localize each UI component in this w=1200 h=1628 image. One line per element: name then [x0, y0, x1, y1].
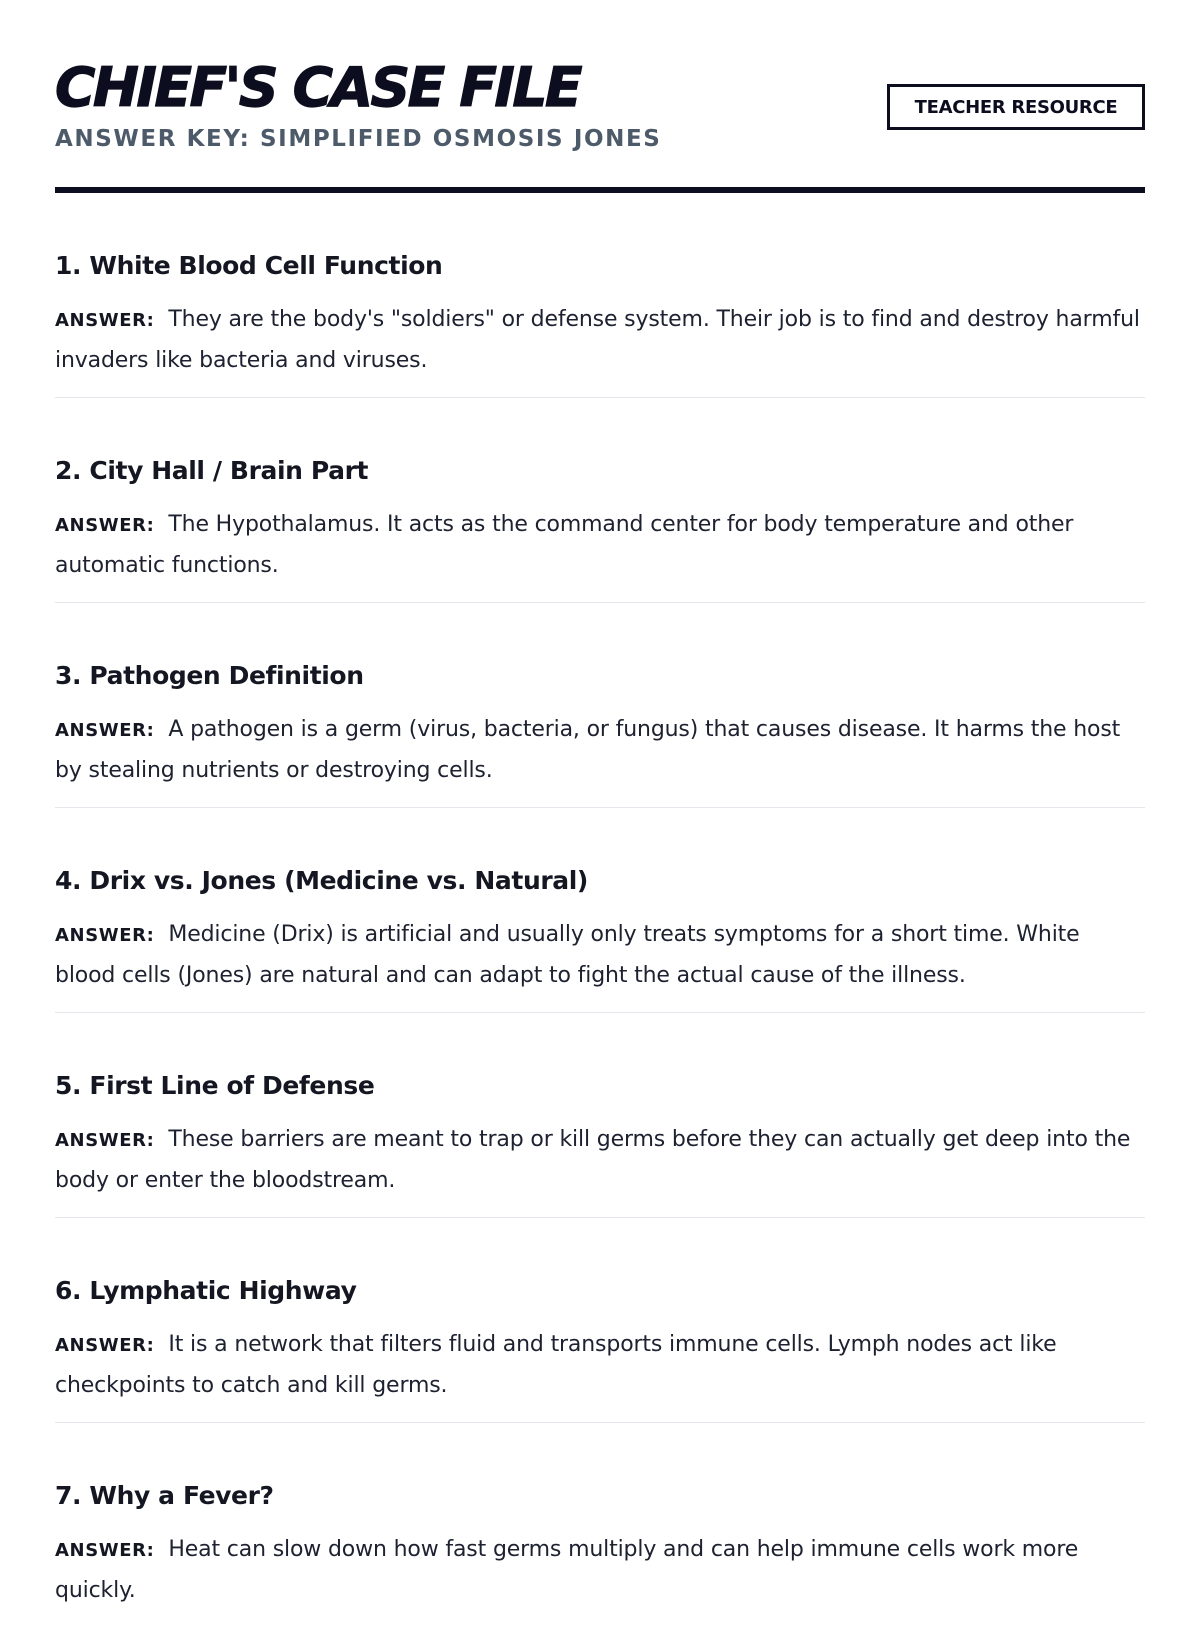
answer-label: ANSWER: [55, 515, 155, 536]
answer-label: ANSWER: [55, 1540, 155, 1561]
answer-label: ANSWER: [55, 310, 155, 331]
answer-label: ANSWER: [55, 1130, 155, 1151]
document-header [55, 0, 1145, 193]
answer-text [55, 710, 1145, 791]
document-subtitle: ANSWER KEY: SIMPLIFIED OSMOSIS JONES [55, 126, 662, 152]
question-item-2 [55, 398, 1145, 603]
answer-body: A pathogen is a germ (virus, bacteria, or fungus) that causes disease. It harms the host by stealing nutrients or destroying cells. [55, 717, 1121, 783]
answer-label: ANSWER: [55, 1335, 155, 1356]
question-item-7 [55, 1423, 1145, 1628]
question-title: 3. Pathogen Definition [55, 661, 364, 690]
answer-body: Heat can slow down how fast germs multiply and can help immune cells work more quickly. [55, 1537, 1079, 1603]
answer-body: They are the body's "soldiers" or defense system. Their job is to find and destroy harmful invaders like bacteria and viruses. [55, 307, 1140, 373]
question-title: 1. White Blood Cell Function [55, 251, 443, 280]
question-title: 7. Why a Fever? [55, 1481, 274, 1510]
document-title: CHIEF'S CASE FILE [55, 56, 580, 119]
question-item-6 [55, 1218, 1145, 1423]
question-item-1 [55, 193, 1145, 398]
question-item-5 [55, 1013, 1145, 1218]
question-item-3 [55, 603, 1145, 808]
answer-text [55, 1530, 1145, 1611]
question-list [55, 193, 1145, 1628]
answer-body: It is a network that filters fluid and transports immune cells. Lymph nodes act like checkpoints to catch and kill germs. [55, 1332, 1057, 1398]
answer-body: The Hypothalamus. It acts as the command center for body temperature and other automatic functions. [55, 512, 1074, 578]
question-title: 4. Drix vs. Jones (Medicine vs. Natural) [55, 866, 588, 895]
answer-text [55, 1325, 1145, 1406]
answer-label: ANSWER: [55, 720, 155, 741]
answer-body: These barriers are meant to trap or kill germs before they can actually get deep into the body or enter the bloodstream. [55, 1127, 1131, 1193]
question-title: 6. Lymphatic Highway [55, 1276, 357, 1305]
answer-text [55, 915, 1145, 996]
answer-text [55, 505, 1145, 586]
answer-body: Medicine (Drix) is artificial and usually only treats symptoms for a short time. White blood cells (Jones) are natural and can adapt to fight the actual cause of the illness. [55, 922, 1080, 988]
question-item-4 [55, 808, 1145, 1013]
answer-label: ANSWER: [55, 925, 155, 946]
answer-text [55, 1120, 1145, 1201]
answer-text [55, 300, 1145, 381]
question-title: 2. City Hall / Brain Part [55, 456, 369, 485]
question-title: 5. First Line of Defense [55, 1071, 375, 1100]
teacher-resource-badge: TEACHER RESOURCE [887, 84, 1145, 130]
